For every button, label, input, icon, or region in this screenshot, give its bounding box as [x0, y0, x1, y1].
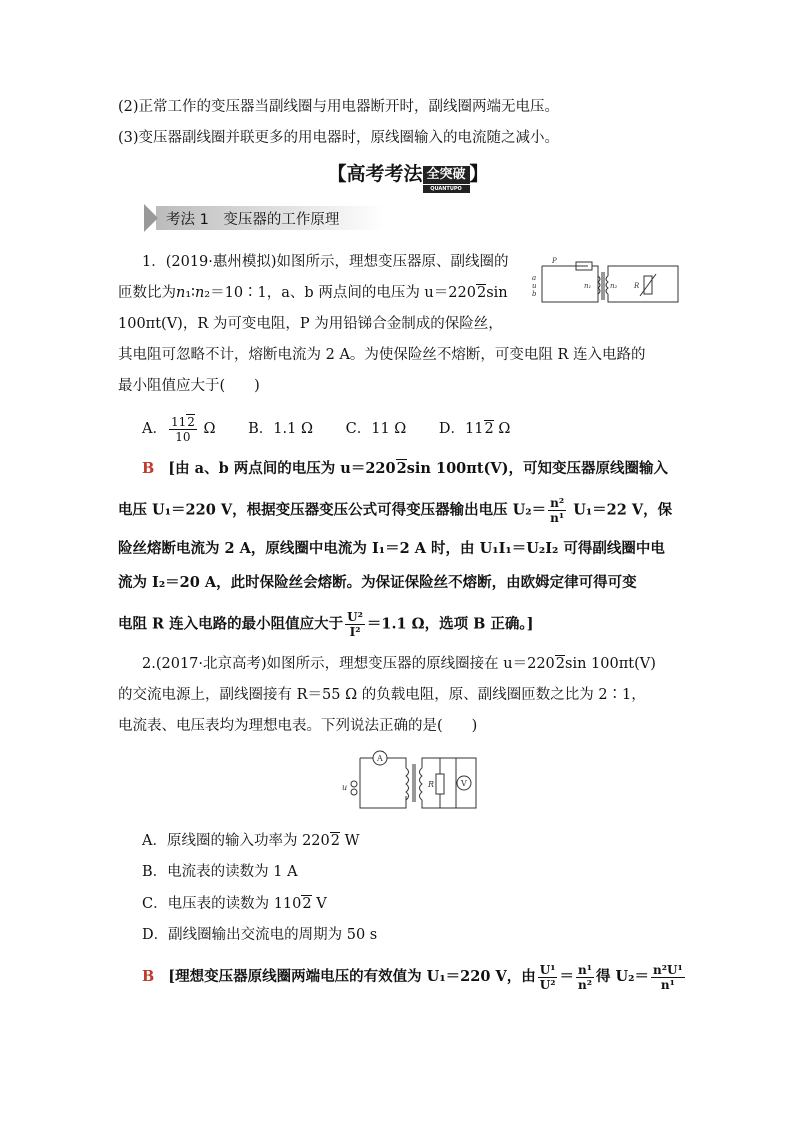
a1-key: B [142, 460, 155, 477]
a1-line5: 电阻 R 连入电路的最小阻值应大于 $\frac{\text{U²}}{\text{I²}}$ ＝1.1 Ω，选项 B 正确。] [118, 610, 534, 639]
q2-option-a[interactable]: A．原线圈的输入功率为 2202 W [142, 833, 360, 849]
svg-text:a: a [532, 274, 537, 282]
q1-line3: 100πt(V)，R 为可变电阻，P 为用铅锑合金制成的保险丝， [118, 316, 503, 332]
svg-text:n₁: n₁ [584, 282, 592, 290]
svg-text:R: R [428, 780, 435, 789]
svg-text:u: u [532, 282, 537, 290]
q1-line2: 匝数比为n₁∶n₂＝10∶1，a、b 两点间的电压为 u＝2202sin [118, 285, 508, 301]
svg-text:A: A [377, 754, 383, 763]
banner-badge: 全突破 QUANTUPO [423, 166, 470, 184]
q1-circuit-figure [528, 254, 684, 312]
q1-line5: 最小阻值应大于( ) [118, 378, 260, 394]
svg-text:n₂: n₂ [610, 282, 618, 290]
a1-line3: 险丝熔断电流为 2 A，原线圈中电流为 I₁＝2 A 时，由 U₁I₁＝U₂I₂ 可得副线圈中电 [118, 540, 665, 557]
svg-text:V: V [461, 779, 467, 788]
q1-line4: 其电阻可忽略不计，熔断电流为 2 A。为使保险丝不熔断，可变电阻 R 连入电路的 [118, 347, 646, 363]
banner-title: 【高考考法 全突破 QUANTUPO 】 [327, 163, 489, 192]
svg-text:R: R [634, 282, 640, 290]
svg-text:P: P [552, 257, 557, 265]
q1-options [142, 414, 538, 444]
q2-option-b[interactable]: B．电流表的读数为 1 A [142, 864, 298, 880]
a2-key: B [142, 968, 155, 985]
q2-option-c[interactable]: C．电压表的读数为 1102 V [142, 896, 327, 912]
note-3: (3)变压器副线圈并联更多的用电器时，原线圈输入的电流随之减小。 [118, 130, 560, 146]
resistor-r [436, 774, 444, 794]
svg-text:u: u [342, 783, 348, 792]
a1-line4: 流为 I₂＝20 A，此时保险丝会熔断。为保证保险丝不熔断，由欧姆定律可得可变 [118, 574, 637, 591]
note-2: (2)正常工作的变压器当副线圈与用电器断开时，副线圈两端无电压。 [118, 99, 560, 115]
banner-text: 高考考法 [346, 163, 423, 185]
q1-line1: 1．(2019·惠州模拟)如图所示，理想变压器原、副线圈的 [142, 254, 509, 270]
q1-option-d[interactable]: D．112 Ω [438, 421, 511, 437]
q1-option-b[interactable]: B．1.1 Ω [248, 421, 314, 437]
a1-line1: B [由 a、b 两点间的电压为 u＝2202sin 100πt(V)，可知变压器原线圈输入 [142, 460, 669, 477]
q1-option-c[interactable]: C．11 Ω [345, 421, 407, 437]
section-heading [144, 204, 384, 232]
svg-text:b: b [532, 290, 537, 298]
a1-line2: 电压 U₁＝220 V，根据变压器变压公式可得变压器输出电压 U₂＝ $\frac{\text{n²}}{\text{n¹}}$ U₁＝22 V，保 [118, 496, 673, 525]
q2-option-d[interactable]: D．副线圈输出交流电的周期为 50 s [142, 927, 378, 943]
source-terminal-bottom [351, 789, 357, 795]
q2-line2: 的交流电源上，副线圈接有 R＝55 Ω 的负载电阻，原、副线圈匝数之比为 2∶1， [118, 687, 646, 703]
section-title: 考法 1 变压器的工作原理 [166, 212, 340, 228]
q2-line3: 电流表、电压表均为理想电表。下列说法正确的是( ) [118, 718, 478, 734]
source-terminal-top [351, 781, 357, 787]
q2-circuit-figure [340, 746, 484, 818]
q2-line1: 2.(2017·北京高考)如图所示，理想变压器的原线圈接在 u＝2202sin 100πt(V) [142, 656, 656, 672]
q1-option-a[interactable]: A． $\frac{112}{10}$ Ω [142, 414, 216, 444]
a2-line1: B [理想变压器原线圈两端电压的有效值为 U₁＝220 V，由 $\frac{\text{U¹}}{\text{U²}}$ ＝ $\frac{\text{n¹}}{\text{n²}}$ 得 U₂＝ $\frac{\text{n²U¹}}{\text{n¹}}$ [142, 962, 683, 992]
